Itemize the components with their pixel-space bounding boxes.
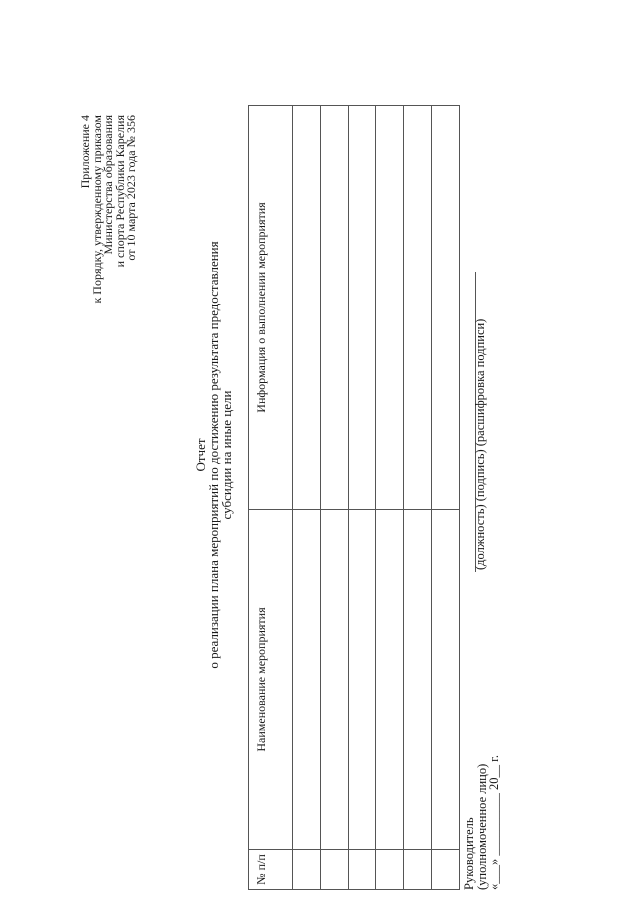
appendix-line: Министерства образования xyxy=(101,115,116,255)
table-row xyxy=(376,106,404,890)
table-row xyxy=(348,106,376,890)
appendix-line: к Порядку, утвержденному приказом xyxy=(89,115,104,304)
report-table xyxy=(248,105,460,890)
table-row xyxy=(320,106,348,890)
table-header-row xyxy=(249,106,293,890)
table-cell[interactable] xyxy=(432,106,460,510)
table-row xyxy=(432,106,460,890)
appendix-block xyxy=(80,115,138,375)
table-cell[interactable] xyxy=(320,850,348,890)
table-cell[interactable] xyxy=(320,106,348,510)
table-cell[interactable] xyxy=(376,850,404,890)
header-activity-name: Наименование мероприятия xyxy=(249,510,293,850)
table-cell[interactable] xyxy=(376,510,404,850)
table-cell[interactable] xyxy=(432,510,460,850)
table-cell[interactable] xyxy=(348,510,376,850)
table-cell[interactable] xyxy=(348,850,376,890)
table-cell[interactable] xyxy=(293,106,321,510)
table-cell[interactable] xyxy=(293,850,321,890)
appendix-line: и спорта Республики Карелия xyxy=(112,115,127,268)
header-activity-info: Информация о выполнении мероприятия xyxy=(249,106,293,510)
table-cell[interactable] xyxy=(404,106,432,510)
footer-date-line: «___» __________ 20__ г. xyxy=(487,755,501,890)
title-line-2: субсидии на иные цели xyxy=(219,390,234,520)
table-cell[interactable] xyxy=(432,850,460,890)
table-cell[interactable] xyxy=(320,510,348,850)
footer-manager-label: Руководитель xyxy=(462,817,476,890)
table-cell[interactable] xyxy=(404,850,432,890)
signature-caption: (должность) (подпись) (расшифровка подписи) xyxy=(473,318,487,570)
title-heading: Отчет xyxy=(193,438,208,472)
header-number: № п/п xyxy=(249,850,293,890)
appendix-line: от 10 марта 2023 года № 356 xyxy=(124,115,139,261)
table-row xyxy=(404,106,432,890)
table-cell[interactable] xyxy=(376,106,404,510)
table-cell[interactable] xyxy=(348,106,376,510)
table-cell[interactable] xyxy=(293,510,321,850)
report-title xyxy=(194,195,233,715)
title-line-1: о реализации плана мероприятий по достижению результата предоставления xyxy=(206,241,221,669)
table-cell[interactable] xyxy=(404,510,432,850)
appendix-line: Приложение 4 xyxy=(78,115,92,189)
table-row xyxy=(293,106,321,890)
footer-authorized-label: (уполномоченное лицо) xyxy=(474,763,489,890)
